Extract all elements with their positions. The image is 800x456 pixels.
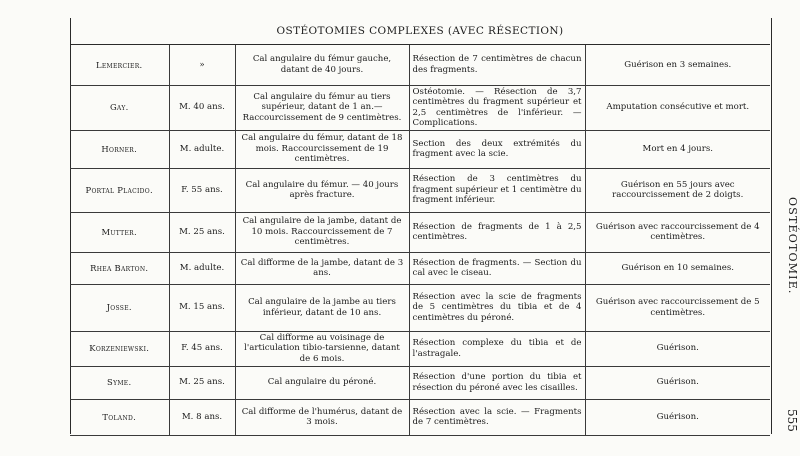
running-head: OSTÉOTOMIE.: [786, 197, 799, 295]
case-subject: M. adulte.: [169, 130, 235, 168]
case-result: Guérison en 55 jours avec raccourcissement de 2 doigts.: [585, 168, 770, 212]
case-treatment: Résection de fragments. — Section du cal avec le ciseau.: [409, 252, 585, 284]
case-subject: M. 15 ans.: [169, 284, 235, 331]
case-name: Syme.: [70, 366, 169, 399]
case-treatment: Résection de 7 centimètres de chacun des fragments.: [409, 45, 585, 85]
case-name: Korzeniewski.: [70, 331, 169, 366]
table-row: [70, 45, 770, 85]
case-subject: M. adulte.: [169, 252, 235, 284]
table-row: [70, 399, 770, 435]
table-row: [70, 212, 770, 252]
case-treatment: Ostéotomie. — Résection de 3,7 centimètres du fragment supérieur et 2,5 centimètres de l'inférieur. — Complications.: [409, 85, 585, 130]
case-treatment: Résection avec la scie de fragments de 5 centimètres du tibia et de 4 centimètres du péroné.: [409, 284, 585, 331]
case-lesion: Cal angulaire de la jambe au tiers inférieur, datant de 10 ans.: [235, 284, 409, 331]
table-row: [70, 130, 770, 168]
case-result: Guérison.: [585, 331, 770, 366]
cases-table: [70, 45, 770, 436]
case-result: Guérison avec raccourcissement de 5 centimètres.: [585, 284, 770, 331]
case-lesion: Cal angulaire du fémur, datant de 18 mois. Raccourcissement de 19 centimètres.: [235, 130, 409, 168]
case-result: Guérison en 10 semaines.: [585, 252, 770, 284]
table-row: [70, 168, 770, 212]
table-row: [70, 366, 770, 399]
case-lesion: Cal difforme au voisinage de l'articulation tibio-tarsienne, datant de 6 mois.: [235, 331, 409, 366]
case-treatment: Résection de fragments de 1 à 2,5 centimètres.: [409, 212, 585, 252]
case-lesion: Cal difforme de la jambe, datant de 3 ans.: [235, 252, 409, 284]
cases-table-body: [70, 45, 770, 435]
table-row: [70, 252, 770, 284]
case-lesion: Cal difforme de l'humérus, datant de 3 mois.: [235, 399, 409, 435]
case-name: Rhea Barton.: [70, 252, 169, 284]
case-name: Gay.: [70, 85, 169, 130]
case-subject: »: [169, 45, 235, 85]
case-result: Guérison en 3 semaines.: [585, 45, 770, 85]
case-subject: M. 8 ans.: [169, 399, 235, 435]
case-treatment: Résection avec la scie. — Fragments de 7 centimètres.: [409, 399, 585, 435]
case-lesion: Cal angulaire du fémur. — 40 jours après fracture.: [235, 168, 409, 212]
table-row: [70, 331, 770, 366]
case-treatment: Résection d'une portion du tibia et résection du péroné avec les cisailles.: [409, 366, 585, 399]
case-lesion: Cal angulaire du péroné.: [235, 366, 409, 399]
case-result: Guérison avec raccourcissement de 4 centimètres.: [585, 212, 770, 252]
case-result: Guérison.: [585, 399, 770, 435]
case-treatment: Section des deux extrémités du fragment avec la scie.: [409, 130, 585, 168]
case-subject: M. 40 ans.: [169, 85, 235, 130]
case-subject: F. 45 ans.: [169, 331, 235, 366]
case-name: Lemercier.: [70, 45, 169, 85]
case-lesion: Cal angulaire de la jambe, datant de 10 mois. Raccourcissement de 7 centimètres.: [235, 212, 409, 252]
case-subject: M. 25 ans.: [169, 212, 235, 252]
case-treatment: Résection complexe du tibia et de l'astragale.: [409, 331, 585, 366]
page-number: 555: [785, 408, 799, 432]
table-row: [70, 85, 770, 130]
case-lesion: Cal angulaire du fémur au tiers supérieur, datant de 1 an.—Raccourcissement de 9 centimètres.: [235, 85, 409, 130]
case-result: Amputation consécutive et mort.: [585, 85, 770, 130]
case-result: Mort en 4 jours.: [585, 130, 770, 168]
case-subject: F. 55 ans.: [169, 168, 235, 212]
case-name: Horner.: [70, 130, 169, 168]
case-treatment: Résection de 3 centimètres du fragment supérieur et 1 centimètre du fragment inférieur.: [409, 168, 585, 212]
case-result: Guérison.: [585, 366, 770, 399]
case-name: Josse.: [70, 284, 169, 331]
case-name: Mutter.: [70, 212, 169, 252]
case-subject: M. 25 ans.: [169, 366, 235, 399]
table-row: [70, 284, 770, 331]
case-lesion: Cal angulaire du fémur gauche, datant de 40 jours.: [235, 45, 409, 85]
case-name: Portal Placido.: [70, 168, 169, 212]
case-name: Toland.: [70, 399, 169, 435]
section-title: OSTÉOTOMIES COMPLEXES (AVEC RÉSECTION): [276, 25, 564, 37]
